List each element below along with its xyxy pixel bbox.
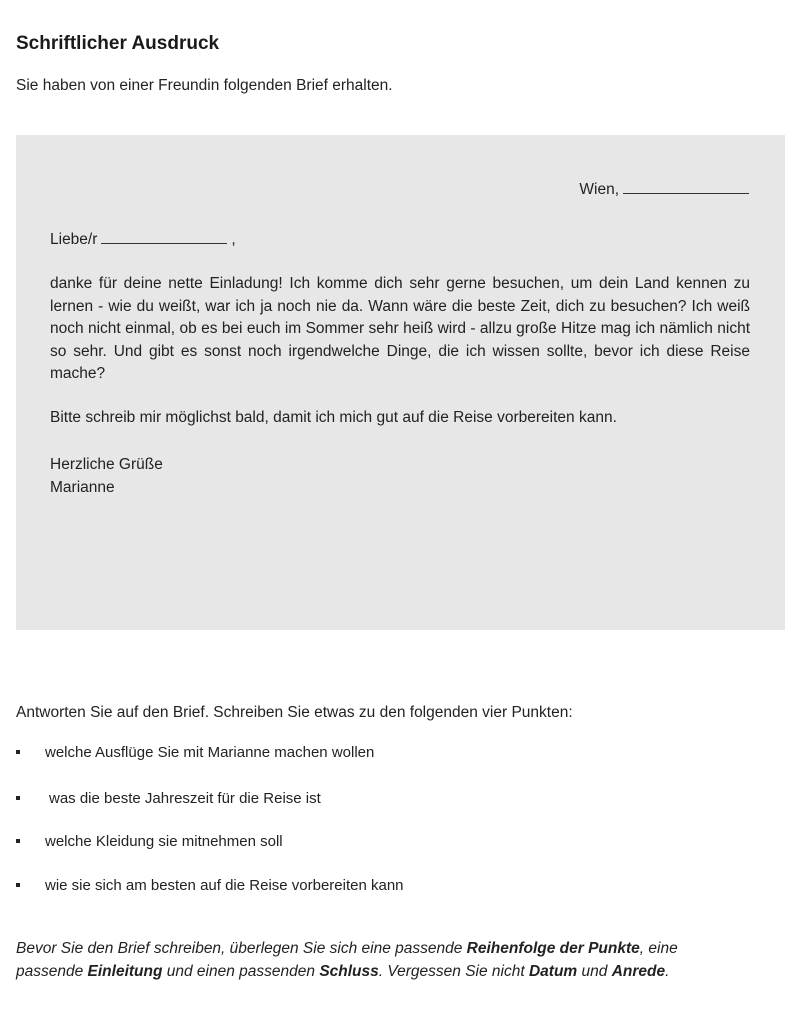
letter-place-date bbox=[579, 179, 749, 199]
point-text: welche Kleidung sie mitnehmen soll bbox=[45, 833, 283, 850]
note-text-3: und einen passenden bbox=[162, 963, 320, 980]
bullet-icon bbox=[16, 883, 20, 887]
date-blank-line bbox=[623, 179, 749, 194]
instruction-note bbox=[16, 937, 726, 983]
letter-paragraph-2: Bitte schreib mir möglichst bald, damit ich mich gut auf die Reise vorbereiten kann. bbox=[50, 409, 617, 426]
note-text-4: . Vergessen Sie nicht bbox=[378, 963, 529, 980]
bullet-icon bbox=[16, 750, 20, 754]
name-blank-line bbox=[101, 229, 227, 244]
salutation-word: Liebe/r bbox=[50, 231, 98, 248]
point-text: welche Ausflüge Sie mit Marianne machen wollen bbox=[45, 744, 375, 761]
page-title: Schriftlicher Ausdruck bbox=[16, 33, 220, 54]
closing-greeting: Herzliche Grüße bbox=[50, 456, 163, 473]
task-instruction: Antworten Sie auf den Brief. Schreiben Sie etwas zu den folgenden vier Punkten: bbox=[16, 704, 573, 721]
letter-paragraph-1: danke für deine nette Einladung! Ich komme dich sehr gerne besuchen, um dein Land kennen zu lernen - wie du weißt, war ich ja noch nie da. Wann wäre die beste Zeit, dich zu besuchen? Ich weiß noch nicht einmal, ob es bei euch im Sommer sehr heiß wird - allzu große Hitze mag ich nämlich nicht so sehr. Und gibt es sonst noch irgendwelche Dinge, die ich wissen sollte, bevor ich diese Reise mache? bbox=[50, 275, 750, 382]
salutation-comma: , bbox=[231, 231, 236, 248]
note-emphasis-ending: Schluss bbox=[319, 963, 379, 980]
point-text: was die beste Jahreszeit für die Reise ist bbox=[49, 790, 321, 807]
note-text-1: Bevor Sie den Brief schreiben, überlegen Sie sich eine passende bbox=[16, 940, 467, 957]
letter-box bbox=[16, 135, 785, 630]
note-emphasis-order: Reihenfolge der Punkte bbox=[466, 940, 640, 957]
note-text-5: und bbox=[577, 963, 612, 980]
note-emphasis-salutation: Anrede bbox=[611, 963, 666, 980]
letter-signature: Marianne bbox=[50, 479, 115, 496]
note-text-2: , eine passende bbox=[16, 940, 678, 980]
letter-salutation bbox=[50, 229, 236, 249]
note-emphasis-intro: Einleitung bbox=[87, 963, 163, 980]
intro-text: Sie haben von einer Freundin folgenden Brief erhalten. bbox=[16, 77, 393, 94]
point-text: wie sie sich am besten auf die Reise vorbereiten kann bbox=[45, 877, 404, 894]
bullet-icon bbox=[16, 839, 20, 843]
bullet-icon bbox=[16, 796, 20, 800]
note-emphasis-date: Datum bbox=[528, 963, 578, 980]
letter-place: Wien, bbox=[579, 181, 619, 198]
letter-closing bbox=[50, 453, 163, 499]
note-text-6: . bbox=[665, 963, 670, 980]
